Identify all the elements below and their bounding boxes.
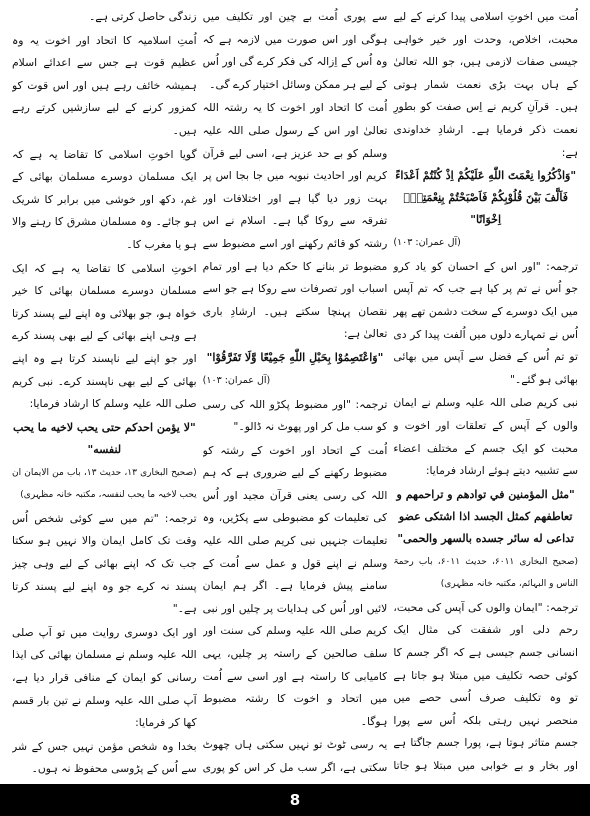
column-middle: [203, 6, 388, 781]
paragraph: اُمت کے اتحاد اور اخوت کے رشتہ کو مضبوط رکھنے کے لیے ضروری ہے کہ ہم اللہ کی رسی یعنی قرآن مجید اور اُس کی تعلیمات کو مضبوطی سے پکڑیں، وہ تعلیمات جنہیں نبی کریم صلی اللہ علیہ وسلم نے اپنے قول و عمل سے اُمت کے سامنے پیش فرمایا ہے۔ اگر ہم ایمان لائیں اور اُس کی ہدایات پر چلیں اور نبی کریم صلی اللہ علیہ وسلم کی سنت اور سلف صالحین کے راستہ پر چلیں، یہی کامیابی کا راستہ ہے اور اسی سے اُمت میں اتحاد و اخوت کا رشتہ مضبوط ہوگا۔: [202, 443, 388, 728]
paragraph: اُمت کا اتحاد اور اخوت کا یہ رشتہ اللہ تعالیٰ اور اس کے رسول صلی اللہ علیہ وسلم کو بے حد عزیز ہے، اسی لیے قرآن کریم اور احادیث نبویہ میں جا بجا اس پر بہت زور دیا گیا ہے اور اختلافات اور تفرقہ سے روکا گیا ہے۔ اسلام نے اس رشتہ کو قائم رکھنے اور اسے مضبوط سے مضبوط تر بنانے کا حکم دیا ہے اور تمام اسباب اور تصرفات سے روکا ہے جو اسے نقصان پہنچا سکتے ہیں۔ ارشادِ باری تعالیٰ ہے:: [202, 101, 388, 341]
paragraph: ترجمہ: "ایمان والوں کی آپس کی محبت، رحم دلی اور شفقت کی مثال ایک انسانی جسم جیسی ہے کہ اگر جسم کا کوئی حصہ تکلیف میں مبتلا ہو جاتا ہے تو وہ تکلیف صرف اُسی حصے میں منحصر نہیں رہتی بلکہ اُس سے پورا جسم متاثر ہوتا ہے، پورا جسم جاگتا ہے اور بخار و بے خوابی میں مبتلا ہو جاتا: [393, 600, 578, 773]
footer-bar: [0, 784, 590, 816]
paragraph: بخدا وہ شخص مؤمن نہیں جس کے شر سے اُس کے پڑوسی محفوظ نہ ہوں۔: [11, 739, 197, 776]
reference: (آل عمران: ۱۰۳): [393, 237, 461, 249]
paragraph: ترجمہ: "تم میں سے کوئی شخص اُس وقت تک کامل ایمان والا نہیں ہو سکتا جب تک کہ اپنے بھائی کے لیے وہی چیز پسند نہ کرے جو وہ اپنے لیے پسند کرتا ہے۔": [11, 511, 197, 616]
quotation: "وَاذْكُرُوا نِعْمَتَ اللّٰهِ عَلَيْكُمْ اِذْ كُنْتُمْ اَعْدَاءً فَاَلَّفَ بَيْنَ قُلُوْبِكُمْ فَاَصْبَحْتُمْ بِنِعْمَتِهٖٓ اِخْوَانًا": [395, 169, 577, 227]
paragraph: ترجمہ: "اور اس کے احسان کو یاد کرو جو اُس نے تم پر کیا ہے جب کہ تم آپس میں ایک دوسرے کے سخت دشمن تھے پھر اُس نے تمہارے دلوں میں اُلفت پیدا کر دی تو تم اُس کے فضل سے آپس میں بھائی بھائی ہو گئے۔": [393, 259, 578, 386]
quotation: "لا يؤمن احدكم حتى يحب لاخيه ما يحب لنفسه": [12, 420, 196, 456]
reference: (آل عمران: ۱۰۳): [202, 374, 271, 386]
paragraph: اُمتِ اسلامیہ کا اتحاد اور اخوت یہ وہ عظیم قوت ہے جس سے اعدائے اسلام ہمیشہ خائف رہے ہیں اور اس قوت کو کمزور کرنے کے لیے سازشیں کرتے رہے ہیں۔: [11, 33, 197, 137]
paragraph: اُمت میں اخوتِ اسلامی پیدا کرنے کے لیے محبت، اخلاص، وحدت اور خیر خواہی جیسی صفات لازمی ہیں، جو اللہ تعالیٰ کے ہاں بہت بڑی نعمت شمار ہوتی ہیں۔ قرآنِ کریم نے اِس صفت کو بطورِ نعمت ذکر فرمایا ہے۔ ارشادِ خداوندی ہے:: [393, 10, 578, 159]
column-right: [393, 6, 578, 781]
column-left: [12, 6, 197, 781]
paragraph: ترجمہ: "اور مضبوط پکڑو اللہ کی رسی کو سب مل کر اور پھوٹ نہ ڈالو۔": [202, 397, 388, 434]
paragraph: نبی کریم صلی اللہ علیہ وسلم نے ایمان والوں کے آپس کے تعلقات اور اخوت و محبت کو ایک جسم کے مختلف اعضاء سے تشبیہ دیتے ہوئے ارشاد فرمایا:: [393, 396, 578, 478]
reference: (صحیح البخاری ۱۳، حدیث ۱۳، باب من الایمان ان یحب لاخیہ ما یحب لنفسہ، مکتبہ خانہ مظہری): [11, 467, 197, 501]
reference: (صحیح البخاری ۶۰۱۱، حدیث ۶۰۱۱، باب رحمۃ الناس و البہائم، مکتبہ خانہ مظہری): [393, 556, 578, 590]
paragraph: یہ رسی ٹوٹ تو نہیں سکتی ہاں چھوٹ سکتی ہے، اگر سب مل کر اس کو پوری: [202, 738, 388, 774]
page-number: 8: [289, 791, 301, 809]
quotation: "وَاعْتَصِمُوْا بِحَبْلِ اللّٰهِ جَمِيْعًا وَّلَا تَفَرَّقُوْا": [206, 350, 384, 364]
quotation: "مثل المؤمنين في توادهم و تراحمهم و تعاطفهم كمثل الجسد اذا اشتكى عضو تداعى له سائر جسده بالسهر والحمى": [396, 487, 575, 545]
paragraph: اخوتِ اسلامی کا تقاضا یہ ہے کہ ایک مسلمان دوسرے مسلمان بھائی کا خیر خواہ ہو، جو بھلائی وہ اپنے لیے پسند کرتا ہے وہی اپنے بھائی کے لیے بھی پسند کرے اور جو اپنے لیے ناپسند کرتا ہے وہ اپنے بھائی کے لیے بھی ناپسند کرے۔ نبی کریم صلی اللہ علیہ وسلم کا ارشاد فرمایا:: [11, 261, 197, 411]
paragraph: زندگی حاصل کرتی ہے۔: [88, 10, 197, 23]
paragraph: سے پوری اُمت بے چین اور تکلیف میں ہوگی اور اس صورت میں لازمہ ہے کہ وہ اُس کے اِزالہ کی فکر کرے گی اور اُس کے لیے ہر ممکن وسائل اختیار کرے گی۔: [202, 10, 388, 91]
page-body: [12, 6, 578, 781]
paragraph: اور ایک دوسری روایت میں تو آپ صلی اللہ علیہ وسلم نے مسلمان بھائی کی ایذا رسانی کو ایمان کے منافی قرار دیا ہے، آپ صلی اللہ علیہ وسلم نے تین بار قسم کھا کر فرمایا:: [11, 625, 197, 730]
paragraph: گویا اخوتِ اسلامی کا تقاضا یہ ہے کہ ایک مسلمان دوسرے مسلمان بھائی کے غم، دکھ اور خوشی میں برابر کا شریک ہو جائے۔ وہ مسلمان مشرق کا رہنے والا ہو یا مغرب کا۔: [11, 147, 197, 251]
